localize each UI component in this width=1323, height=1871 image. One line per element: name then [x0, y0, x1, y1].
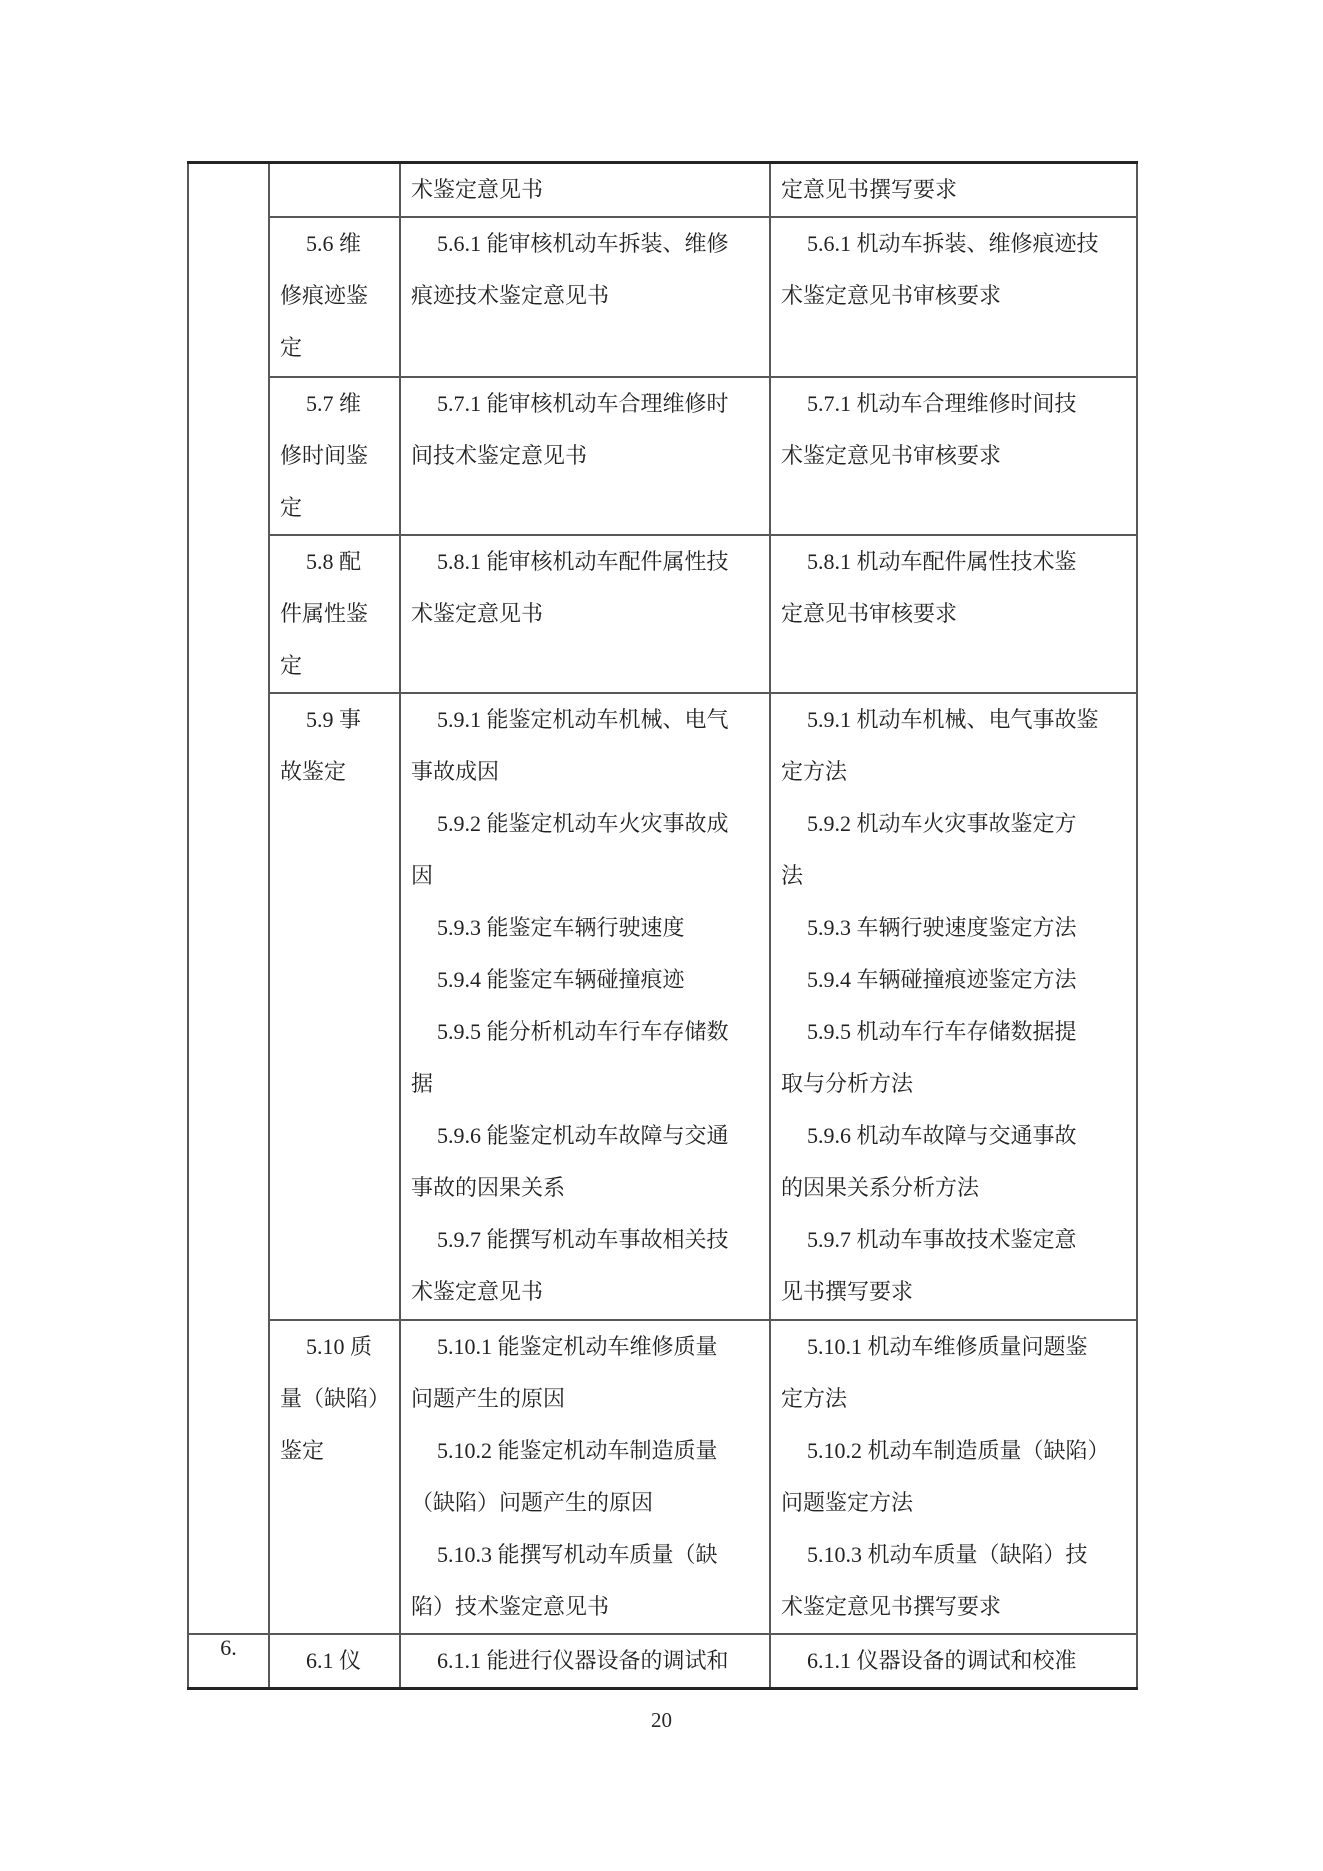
text-line: （缺陷）问题产生的原因 [411, 1490, 654, 1515]
page-number: 20 [651, 1708, 672, 1732]
text-line: 术鉴定意见书审核要求 [781, 443, 1002, 468]
text-line: 5.9 事 [306, 707, 362, 732]
text-line: 定方法 [781, 1386, 848, 1411]
row-5-8 [188, 535, 1137, 693]
row-5-7-knowledge-requirement-cell [770, 377, 1137, 535]
row-continuation-task-label-cell [269, 163, 400, 218]
text-line: 术鉴定意见书 [411, 1279, 544, 1304]
text-line: 5.7.1 能审核机动车合理维修时 [437, 391, 729, 416]
row-continuation-skill-requirement-cell [400, 163, 770, 218]
text-line: 问题产生的原因 [411, 1386, 566, 1411]
text-line: 修时间鉴 [280, 443, 369, 468]
text-line: 5.10.3 能撰写机动车质量（缺 [437, 1542, 718, 1567]
text-line: 5.10.2 机动车制造质量（缺陷） [807, 1438, 1110, 1463]
row-5-10 [188, 1320, 1137, 1634]
row-5-10-skill-requirement-cell [400, 1320, 770, 1634]
text-line: 定意见书撰写要求 [781, 177, 958, 202]
text-line: 5.6 维 [306, 231, 362, 256]
text-line: 术鉴定意见书 [411, 601, 544, 626]
row-5-9 [188, 693, 1137, 1320]
text-line: 5.10 质 [306, 1334, 373, 1359]
text-line: 5.6.1 机动车拆装、维修痕迹技 [807, 231, 1099, 256]
text-line: 6.1.1 能进行仪器设备的调试和 [437, 1648, 729, 1673]
text-line: 5.8 配 [306, 549, 362, 574]
text-line: 5.7 维 [306, 391, 362, 416]
row-5-9-knowledge-requirement-cell [770, 693, 1137, 1320]
row-5-9-task-label-cell [269, 693, 400, 1320]
text-line: 的因果关系分析方法 [781, 1175, 980, 1200]
text-line: 取与分析方法 [781, 1071, 914, 1096]
text-line: 术鉴定意见书 [411, 177, 544, 202]
row-5-6-task-label-cell [269, 217, 400, 377]
text-line: 5.9.7 机动车事故技术鉴定意 [807, 1227, 1077, 1252]
row-5-6-skill-requirement-cell [400, 217, 770, 377]
text-line: 5.9.6 机动车故障与交通事故 [807, 1123, 1077, 1148]
row-5-10-knowledge-requirement-cell [770, 1320, 1137, 1634]
row-5-6 [188, 217, 1137, 377]
text-line: 5.9.2 能鉴定机动车火灾事故成 [437, 811, 729, 836]
serial-number-cell: 6. [188, 1634, 269, 1689]
text-line: 5.9.5 机动车行车存储数据提 [807, 1019, 1077, 1044]
text-line: 因 [411, 863, 434, 888]
text-line: 法 [781, 863, 804, 888]
serial-number-merged-cell [188, 163, 269, 1635]
text-line: 痕迹技术鉴定意见书 [411, 283, 610, 308]
text-line: 术鉴定意见书撰写要求 [781, 1594, 1002, 1619]
text-line: 定方法 [781, 759, 848, 784]
text-line: 量（缺陷） [280, 1386, 391, 1411]
text-line: 事故的因果关系 [411, 1175, 566, 1200]
text-line: 5.6.1 能审核机动车拆装、维修 [437, 231, 729, 256]
text-line: 件属性鉴 [280, 601, 369, 626]
text-line: 5.8.1 能审核机动车配件属性技 [437, 549, 729, 574]
text-line: 6.1.1 仪器设备的调试和校准 [807, 1648, 1077, 1673]
row-5-7 [188, 377, 1137, 535]
text-line: 6.1 仪 [306, 1648, 362, 1673]
text-line: 5.9.2 机动车火灾事故鉴定方 [807, 811, 1077, 836]
row-continuation [188, 163, 1137, 218]
row-6 [188, 1634, 1137, 1689]
text-line: 术鉴定意见书审核要求 [781, 283, 1002, 308]
text-line: 5.9.3 车辆行驶速度鉴定方法 [807, 915, 1077, 940]
text-line: 5.10.3 机动车质量（缺陷）技 [807, 1542, 1088, 1567]
skill-requirements-table-wrap [187, 161, 1137, 1690]
text-line: 定 [280, 335, 303, 360]
text-line: 5.10.1 机动车维修质量问题鉴 [807, 1334, 1088, 1359]
text-line: 故鉴定 [280, 759, 347, 784]
text-line: 5.9.5 能分析机动车行车存储数 [437, 1019, 729, 1044]
text-line: 鉴定 [280, 1438, 325, 1463]
text-line: 间技术鉴定意见书 [411, 443, 588, 468]
text-line: 定 [280, 495, 303, 520]
text-line: 5.9.7 能撰写机动车事故相关技 [437, 1227, 729, 1252]
text-line: 据 [411, 1071, 434, 1096]
text-line: 5.7.1 机动车合理维修时间技 [807, 391, 1077, 416]
text-line: 5.10.1 能鉴定机动车维修质量 [437, 1334, 718, 1359]
row-5-8-task-label-cell [269, 535, 400, 693]
text-line: 修痕迹鉴 [280, 283, 369, 308]
text-line: 问题鉴定方法 [781, 1490, 914, 1515]
row-5-6-knowledge-requirement-cell [770, 217, 1137, 377]
row-5-7-task-label-cell [269, 377, 400, 535]
row-5-8-skill-requirement-cell [400, 535, 770, 693]
row-5-10-task-label-cell [269, 1320, 400, 1634]
row-6-knowledge-requirement-cell [770, 1634, 1137, 1689]
text-line: 5.9.1 机动车机械、电气事故鉴 [807, 707, 1099, 732]
text-line: 陷）技术鉴定意见书 [411, 1594, 610, 1619]
text-line: 5.9.4 能鉴定车辆碰撞痕迹 [437, 967, 685, 992]
text-line: 5.9.3 能鉴定车辆行驶速度 [437, 915, 685, 940]
row-5-9-skill-requirement-cell [400, 693, 770, 1320]
text-line: 5.10.2 能鉴定机动车制造质量 [437, 1438, 718, 1463]
text-line: 5.9.4 车辆碰撞痕迹鉴定方法 [807, 967, 1077, 992]
text-line: 5.9.6 能鉴定机动车故障与交通 [437, 1123, 729, 1148]
row-6-task-label-cell [269, 1634, 400, 1689]
text-line: 定 [280, 653, 303, 678]
skill-requirements-table [187, 161, 1138, 1690]
row-6-skill-requirement-cell [400, 1634, 770, 1689]
text-line: 见书撰写要求 [781, 1279, 914, 1304]
row-continuation-knowledge-requirement-cell [770, 163, 1137, 218]
table-body [188, 163, 1137, 1689]
text-line: 事故成因 [411, 759, 500, 784]
text-line: 定意见书审核要求 [781, 601, 958, 626]
row-5-7-skill-requirement-cell [400, 377, 770, 535]
row-5-8-knowledge-requirement-cell [770, 535, 1137, 693]
text-line: 5.9.1 能鉴定机动车机械、电气 [437, 707, 729, 732]
text-line: 5.8.1 机动车配件属性技术鉴 [807, 549, 1077, 574]
